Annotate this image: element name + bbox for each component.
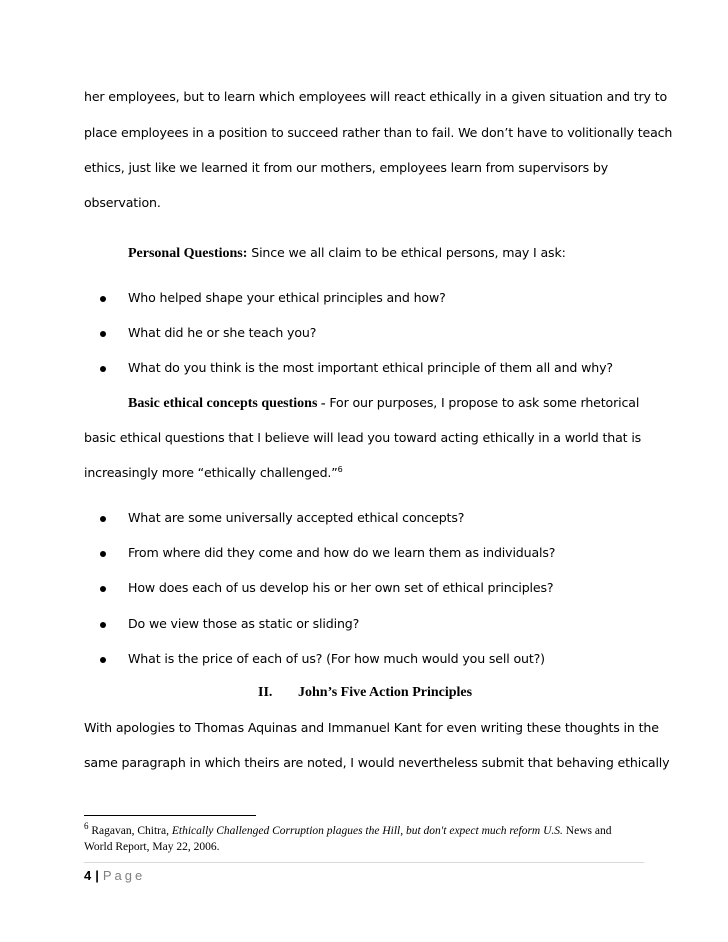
footer-separator [84, 862, 644, 863]
body-line-4: observation. [84, 195, 161, 210]
basic-bullet-1: What are some universally accepted ethical concepts? [128, 510, 465, 525]
basic-questions-text: For our purposes, I propose to ask some rhetorical [325, 395, 640, 410]
footnote-title: Ethically Challenged Corruption plagues the Hill, but don't expect much reform U.S. [171, 825, 563, 837]
bullet-dot [100, 366, 106, 372]
closing-line-2: same paragraph in which theirs are noted, I would nevertheless submit that behaving ethically [84, 755, 670, 770]
page-number: 4 [84, 868, 92, 883]
basic-questions-label: Basic ethical concepts questions - [128, 396, 326, 411]
bullet-dot [100, 622, 106, 628]
personal-questions-label: Personal Questions: [128, 246, 248, 261]
body-line-1: her employees, but to learn which employees will react ethically in a given situation and try to [84, 89, 668, 104]
basic-questions-line-3 [84, 465, 343, 481]
footnote-line-1 [84, 821, 612, 838]
bullet-dot [100, 657, 106, 663]
basic-bullet-4: Do we view those as static or sliding? [128, 616, 360, 631]
footnote-reference[interactable]: 6 [337, 464, 343, 474]
body-line-2: place employees in a position to succeed rather than to fail. We don’t have to volitionally teach [84, 125, 673, 140]
closing-line-1: With apologies to Thomas Aquinas and Immanuel Kant for even writing these thoughts in the [84, 720, 659, 735]
page-label: Page [102, 868, 146, 883]
footnote-author: Ragavan, Chitra, [88, 825, 172, 837]
basic-questions-line-3-text: increasingly more “ethically challenged.” [84, 465, 338, 480]
body-line-3: ethics, just like we learned it from our mothers, employees learn from supervisors by [84, 160, 609, 175]
footnote-source: News and [562, 825, 612, 837]
bullet-dot [100, 296, 106, 302]
section-number: II. [258, 685, 273, 700]
section-title: John’s Five Action Principles [298, 685, 473, 700]
footnote-line-2: World Report, May 22, 2006. [84, 841, 220, 853]
basic-bullet-5: What is the price of each of us? (For how much would you sell out?) [128, 651, 545, 666]
basic-questions-paragraph [128, 395, 639, 412]
basic-bullet-2: From where did they come and how do we learn them as individuals? [128, 545, 556, 560]
personal-questions-paragraph [128, 245, 566, 262]
page-footer [84, 868, 145, 884]
footnote-number: 6 [84, 821, 89, 831]
basic-bullet-3: How does each of us develop his or her own set of ethical principles? [128, 580, 554, 595]
personal-bullet-1: Who helped shape your ethical principles and how? [128, 290, 446, 305]
personal-questions-text: Since we all claim to be ethical persons, may I ask: [247, 245, 566, 260]
basic-questions-line-2: basic ethical questions that I believe will lead you toward acting ethically in a world that is [84, 430, 642, 445]
footer-separator-bar: | [95, 868, 99, 883]
footnote-separator [84, 815, 256, 816]
personal-bullet-3: What do you think is the most important ethical principle of them all and why? [128, 360, 613, 375]
personal-bullet-2: What did he or she teach you? [128, 325, 317, 340]
bullet-dot [100, 331, 106, 337]
bullet-dot [100, 516, 106, 522]
bullet-dot [100, 551, 106, 557]
bullet-dot [100, 586, 106, 592]
